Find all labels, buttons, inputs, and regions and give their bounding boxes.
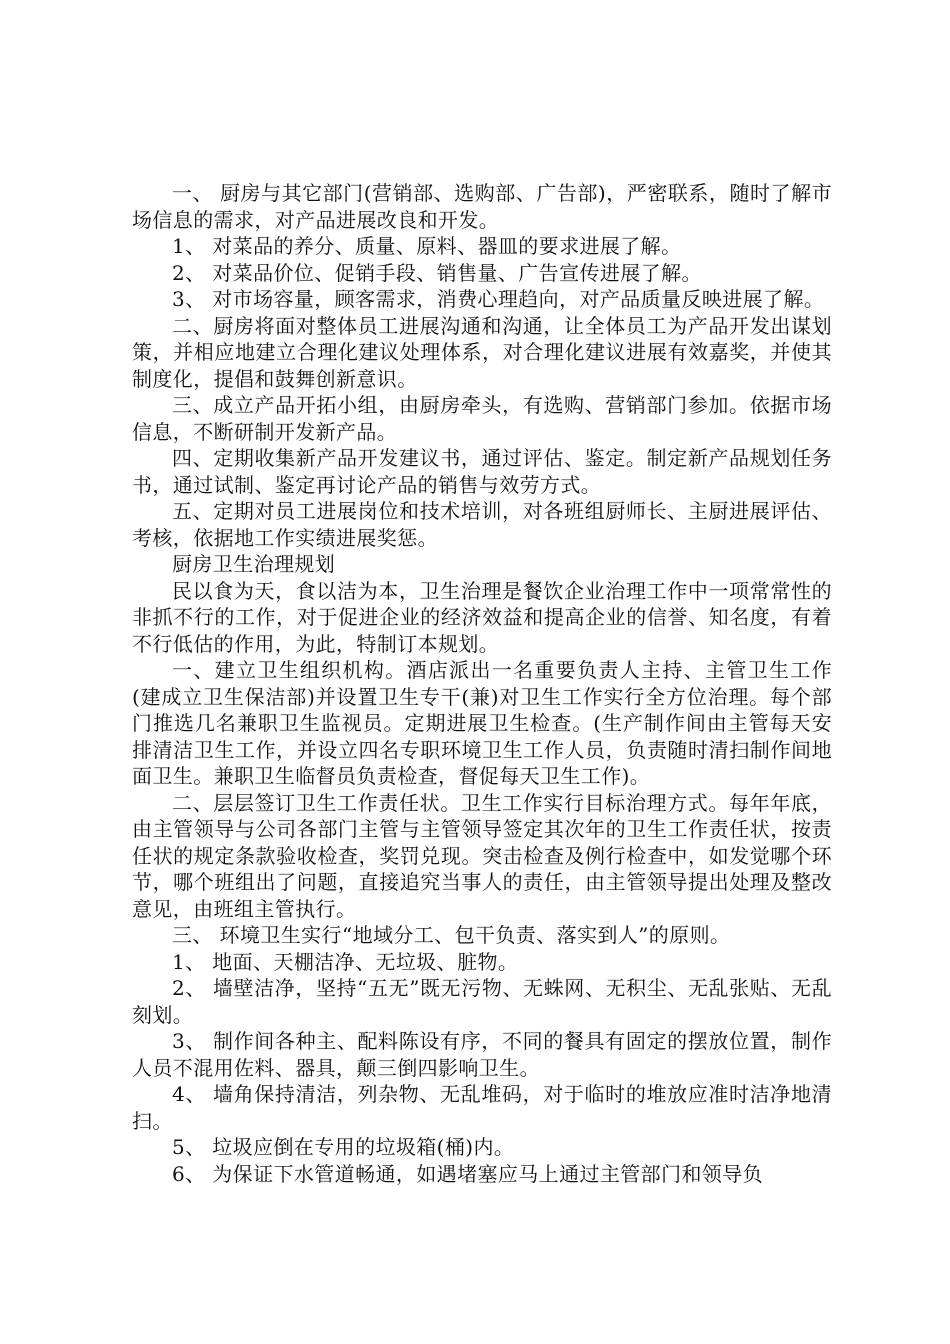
- paragraph: 五、定期对员工进展岗位和技术培训，对各班组厨师长、主厨进展评估、考核，依据地工作实绩进展奖惩。: [132, 499, 832, 550]
- section-heading: 厨房卫生治理规划: [172, 552, 336, 576]
- list-item: 5、 垃圾应倒在专用的垃圾箱(桶)内。: [172, 1135, 515, 1159]
- document-body: [132, 180, 832, 1187]
- paragraph: 一、 厨房与其它部门(营销部、选购部、广告部)，严密联系，随时了解市场信息的需求，对产品进展改良和开发。: [132, 181, 832, 232]
- paragraph: 三、成立产品开拓小组，由厨房牵头，有选购、营销部门参加。依据市场信息，不断研制开发新产品。: [132, 393, 832, 444]
- list-item: 2、 对菜品价位、促销手段、销售量、广告宣传进展了解。: [172, 260, 702, 285]
- paragraph: 民以食为天，食以洁为本，卫生治理是餐饮企业治理工作中一项常常性的非抓不行的工作，对于促进企业的经济效益和提高企业的信誉、知名度，有着不行低估的作用，为此，特制订本规划。: [132, 578, 832, 656]
- paragraph: 二、层层签订卫生工作责任状。卫生工作实行目标治理方式。每年年底，由主管领导与公司各部门主管与主管领导签定其次年的卫生工作责任状，按责任状的规定条款验收检查，奖罚兑现。突击检查及例行检查中，如发觉哪个环节，哪个班组出了问题，直接追究当事人的责任，由主管领导提出处理及整改意见，由班组主管执行。: [132, 790, 832, 921]
- list-item: 4、 墙角保持清洁，列杂物、无乱堆码，对于临时的堆放应准时洁净地清扫。: [132, 1082, 832, 1133]
- list-item: 2、 墙壁洁净，坚持“五无”既无污物、无蛛网、无积尘、无乱张贴、无乱刻划。: [132, 976, 832, 1027]
- list-item: 3、 制作间各种主、配料陈设有序，不同的餐具有固定的摆放位置，制作人员不混用佐料、器具，颠三倒四影响卫生。: [132, 1029, 832, 1080]
- paragraph: 二、厨房将面对整体员工进展沟通和沟通，让全体员工为产品开发出谋划策，并相应地建立合理化建议处理体系，对合理化建议进展有效嘉奖，并使其制度化，提倡和鼓舞创新意识。: [132, 313, 832, 391]
- paragraph: 四、定期收集新产品开发建议书，通过评估、鉴定。制定新产品规划任务书，通过试制、鉴定再讨论产品的销售与效劳方式。: [132, 446, 832, 497]
- paragraph: 三、 环境卫生实行“地域分工、包干负责、落实到人”的原则。: [172, 923, 731, 947]
- list-item: 6、 为保证下水管道畅通，如遇堵塞应马上通过主管部门和领导负: [172, 1161, 764, 1186]
- paragraph: 一、建立卫生组织机构。酒店派出一名重要负责人主持、主管卫生工作(建成立卫生保洁部)并设置卫生专干(兼)对卫生工作实行全方位治理。每个部门推选几名兼职卫生监视员。定期进展卫生检查。(生产制作间由主管每天安排清洁卫生工作，并设立四名专职环境卫生工作人员，负责随时清扫制作间地面卫生。兼职卫生临督员负责检查，督促每天卫生工作)。: [132, 658, 832, 788]
- list-item: 1、 地面、天棚洁净、无垃圾、脏物。: [172, 949, 519, 974]
- list-item: 1、 对菜品的养分、质量、原料、器皿的要求进展了解。: [172, 234, 682, 258]
- list-item: 3、 对市场容量，顾客需求，消费心理趋向，对产品质量反映进展了解。: [172, 287, 825, 311]
